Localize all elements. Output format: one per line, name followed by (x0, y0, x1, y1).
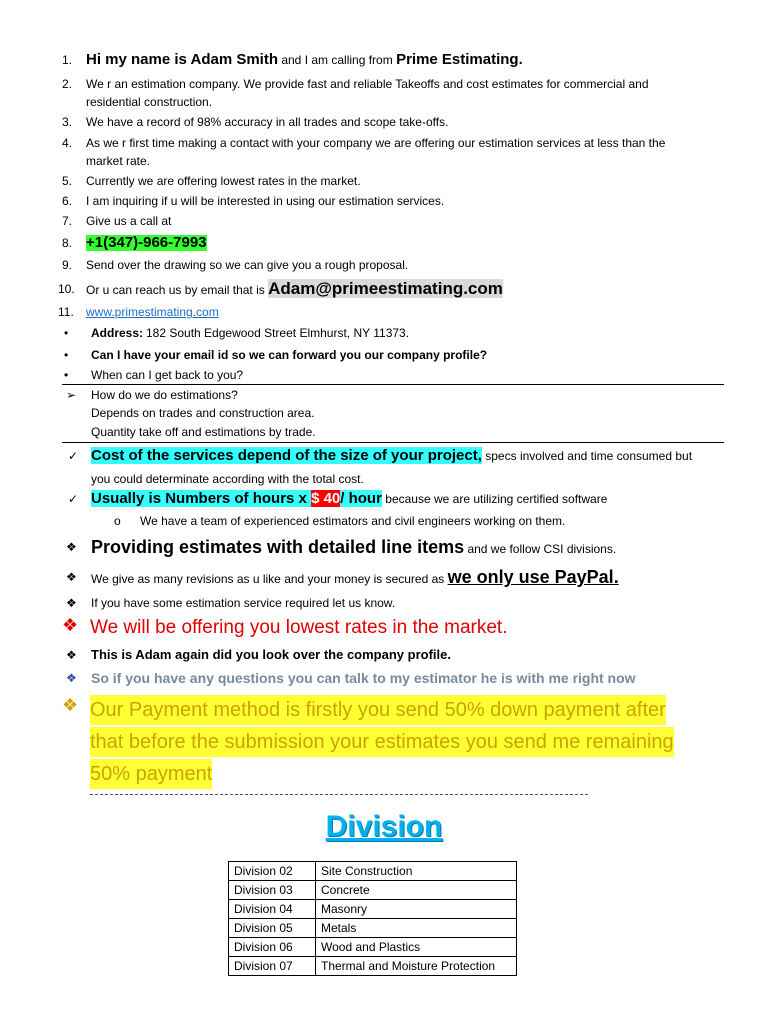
item-text: I am inquiring if u will be interested in using our estimation services. (86, 194, 445, 208)
division-code: Division 04 (229, 900, 316, 919)
bullet-circle: o (114, 514, 121, 528)
item-number: 8. (62, 236, 73, 250)
item-number: 5. (62, 174, 73, 188)
diamond-icon: ❖ (62, 615, 79, 635)
division-name: Concrete (316, 881, 517, 900)
lowest-rates-text: We will be offering you lowest rates in the market. (90, 617, 508, 638)
address-label: Address: (91, 326, 144, 340)
bullet-text: Quantity take off and estimations by trade. (91, 425, 316, 439)
item-text: As we r first time making a contact with your company we are offering our estimation services at less than the (86, 136, 666, 150)
cost-highlight: Cost of the services depend of the size of your project, (91, 447, 482, 464)
item-number: 6. (62, 194, 73, 208)
bullet-text: How do we do estimations? (91, 388, 238, 402)
item-number: 10. (58, 282, 75, 296)
item-number: 4. (62, 136, 73, 150)
division-code: Division 05 (229, 919, 316, 938)
division-code: Division 07 (229, 957, 316, 976)
table-row (229, 957, 517, 976)
bullet-text: If you have some estimation service required let us know. (91, 596, 396, 610)
divider (62, 384, 724, 385)
bullet-text: We give as many revisions as u like and your money is secured as (91, 572, 448, 586)
item-number: 11. (58, 305, 74, 319)
address-text: 182 South Edgewood Street Elmhurst, NY 11373. (146, 326, 410, 340)
item-text: Send over the drawing so we can give you a rough proposal. (86, 258, 409, 272)
item-number: 1. (62, 53, 73, 67)
diamond-icon: ❖ (66, 648, 77, 662)
item-text: Give us a call at (86, 214, 172, 228)
hours-highlight: Usually is Numbers of hours x (91, 490, 312, 507)
item-number: 7. (62, 214, 73, 228)
division-code: Division 06 (229, 938, 316, 957)
diamond-icon: ❖ (66, 540, 77, 554)
hours-highlight: / hour (340, 490, 382, 507)
table-row (229, 900, 517, 919)
division-table (228, 861, 517, 976)
company-name: Prime Estimating. (396, 51, 523, 68)
bullet-dot: • (64, 326, 69, 340)
item-number: 9. (62, 258, 73, 272)
questions-text: So if you have any questions you can talk to my estimator he is with me right now (91, 670, 636, 686)
check-icon: ✓ (68, 449, 79, 463)
item-text: We have a record of 98% accuracy in all trades and scope take-offs. (86, 115, 449, 129)
bullet-text: When can I get back to you? (91, 368, 244, 382)
bullet-text: Depends on trades and construction area. (91, 406, 315, 420)
payment-text: 50% payment (90, 759, 212, 789)
division-code: Division 02 (229, 862, 316, 881)
bullet-text: Can I have your email id so we can forward you our company profile? (91, 348, 488, 362)
table-row (229, 919, 517, 938)
divider (62, 442, 724, 443)
bullet-text: because we are utilizing certified software (381, 492, 608, 506)
email-address[interactable]: Adam@primeestimating.com (268, 279, 503, 298)
dashed-divider (90, 794, 588, 795)
paypal-text: we only use PayPal. (447, 567, 619, 587)
payment-text: Our Payment method is firstly you send 50% down payment after (90, 695, 666, 725)
item-text: Or u can reach us by email that is (86, 283, 269, 297)
item-text: We r an estimation company. We provide fast and reliable Takeoffs and cost estimates for commercial and (86, 77, 649, 91)
check-icon: ✓ (68, 492, 79, 506)
bullet-dot: • (64, 348, 69, 362)
item-number: 3. (62, 115, 73, 129)
providing-heading: Providing estimates with detailed line items (91, 537, 465, 557)
division-code: Division 03 (229, 881, 316, 900)
diamond-icon: ❖ (62, 695, 79, 715)
division-name: Thermal and Moisture Protection (316, 957, 517, 976)
item-text: Currently we are offering lowest rates in the market. (86, 174, 361, 188)
division-name: Masonry (316, 900, 517, 919)
item-text: market rate. (86, 154, 151, 168)
division-name: Site Construction (316, 862, 517, 881)
item-number: 2. (62, 77, 73, 91)
item-text: residential construction. (86, 95, 213, 109)
table-row (229, 881, 517, 900)
rate-highlight: $ 40 (311, 490, 341, 507)
bullet-dot: • (64, 368, 69, 382)
bullet-text: We have a team of experienced estimators and civil engineers working on them. (140, 514, 566, 528)
bullet-text: you could determinate according with the total cost. (91, 472, 364, 486)
bullet-text: This is Adam again did you look over the company profile. (91, 647, 451, 662)
diamond-icon: ❖ (66, 570, 77, 584)
website-link[interactable]: www.primestimating.com (86, 305, 219, 319)
table-row (229, 938, 517, 957)
division-name: Metals (316, 919, 517, 938)
arrow-icon: ➢ (66, 388, 77, 402)
diamond-icon: ❖ (66, 596, 77, 610)
division-title: Division (325, 810, 443, 843)
payment-text: that before the submission your estimates you send me remaining (90, 727, 674, 757)
intro-name: Hi my name is Adam Smith (86, 51, 278, 68)
bullet-text: specs involved and time consumed but (481, 449, 693, 463)
division-name: Wood and Plastics (316, 938, 517, 957)
bullet-text: and we follow CSI divisions. (464, 542, 617, 556)
table-row (229, 862, 517, 881)
intro-text: and I am calling from (278, 53, 397, 67)
diamond-icon: ❖ (66, 671, 77, 685)
phone-number: +1(347)-966-7993 (86, 234, 207, 251)
